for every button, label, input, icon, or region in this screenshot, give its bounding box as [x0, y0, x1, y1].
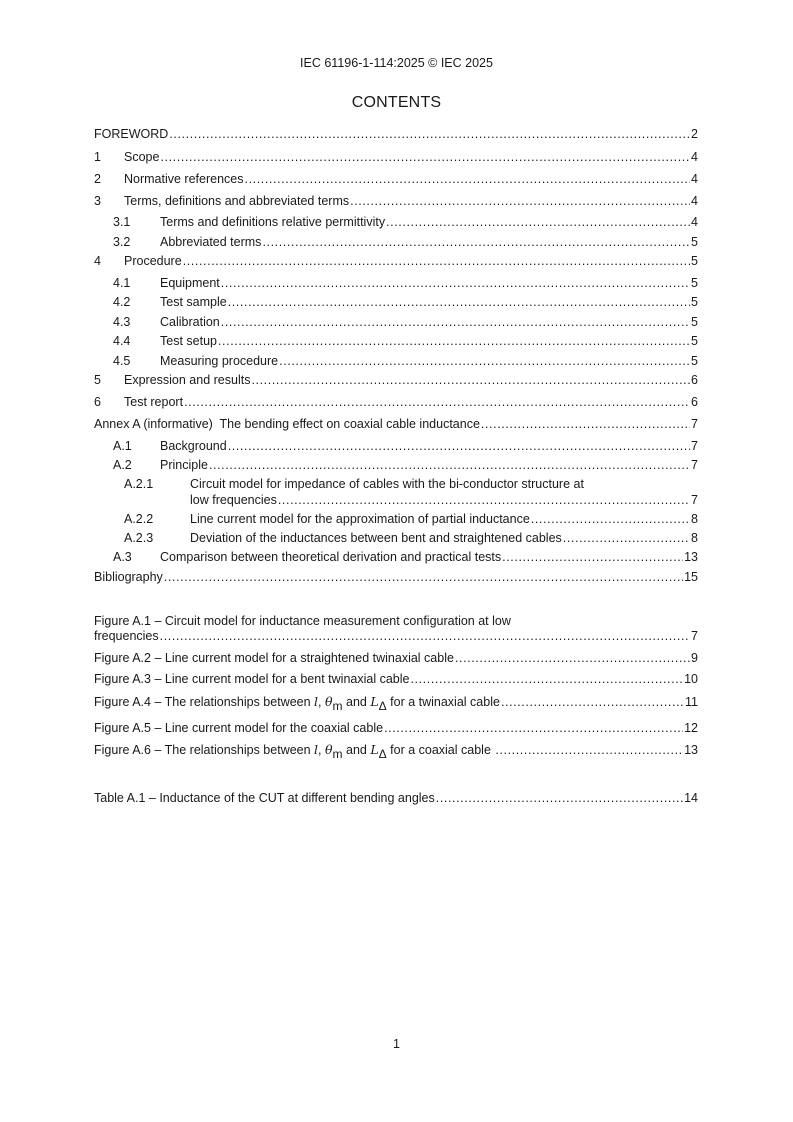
toc-label: Equipment [160, 276, 220, 290]
figure-page: 11 [685, 695, 698, 709]
toc-page: 5 [691, 334, 698, 348]
toc-page: 15 [684, 570, 698, 584]
figure-label-text: for a twinaxial cable [386, 695, 500, 709]
toc-page: 5 [691, 276, 698, 290]
dot-leader [436, 790, 683, 806]
toc-number: 4.1 [113, 276, 131, 290]
figure-label-text: for a coaxial cable [386, 743, 495, 757]
page-number: 1 [393, 1037, 400, 1051]
toc-item-a-3[interactable] [94, 549, 698, 565]
toc-label: Procedure [124, 254, 182, 268]
table-item-a-1[interactable] [94, 790, 698, 806]
subscript-m: m [332, 747, 343, 758]
table-page: 14 [684, 791, 698, 805]
toc-label: Deviation of the inductances between bent and straightened cables [190, 531, 562, 545]
toc-number: 4.2 [113, 295, 131, 309]
dot-leader [481, 416, 690, 432]
toc-label: low frequencies [190, 493, 277, 507]
figure-label: Figure A.3 – Line current model for a bent twinaxial cable [94, 672, 410, 686]
toc-item-annex-a[interactable] [94, 416, 698, 432]
dot-leader [502, 549, 683, 565]
figure-page: 9 [691, 651, 698, 665]
figure-item-a-5[interactable] [94, 720, 698, 736]
dot-leader [251, 372, 690, 388]
toc-label: Abbreviated terms [160, 235, 262, 249]
toc-label: Terms and definitions relative permittivity [160, 215, 386, 229]
toc-page: 7 [691, 458, 698, 472]
dot-leader [279, 353, 690, 369]
dot-leader [164, 569, 683, 585]
toc-label: Line current model for the approximation of partial inductance [190, 512, 530, 526]
dot-leader [228, 438, 690, 454]
toc-page: 7 [691, 493, 698, 507]
toc-item-4-3[interactable] [94, 314, 698, 330]
figure-label-text: Figure A.4 – The relationships between [94, 695, 315, 709]
toc-item-4-4[interactable] [94, 333, 698, 349]
toc-number: 3.2 [113, 235, 131, 249]
dot-leader [218, 333, 690, 349]
figure-label-text: Figure A.6 – The relationships between [94, 743, 315, 757]
figure-label-line1[interactable]: Figure A.1 – Circuit model for inductance measurement configuration at low [94, 614, 511, 628]
dot-leader [221, 275, 690, 291]
toc-item-scope[interactable] [94, 149, 698, 165]
toc-item-test-report[interactable] [94, 394, 698, 410]
toc-item-a-1[interactable] [94, 438, 698, 454]
toc-label: Expression and results [124, 373, 251, 387]
toc-label: Test sample [160, 295, 227, 309]
symbol-l: l [314, 742, 319, 757]
dot-leader [386, 214, 690, 230]
separator: and [342, 743, 371, 757]
toc-item-4-1[interactable] [94, 275, 698, 291]
page-title: CONTENTS [351, 94, 442, 111]
toc-number: 4 [94, 254, 101, 268]
toc-item-3-2[interactable] [94, 234, 698, 250]
toc-page: 5 [691, 354, 698, 368]
dot-leader [563, 530, 690, 546]
toc-label: Test report [124, 395, 184, 409]
dot-leader [350, 193, 690, 209]
figure-label [94, 742, 494, 758]
toc-number: 6 [94, 395, 101, 409]
toc-number: 3.1 [113, 215, 131, 229]
toc-page: 6 [691, 373, 698, 387]
toc-page: 4 [691, 150, 698, 164]
toc-item-bibliography[interactable] [94, 569, 698, 585]
dot-leader [501, 694, 684, 710]
dot-leader [410, 671, 683, 687]
dot-leader [209, 457, 690, 473]
toc-number: 2 [94, 172, 101, 186]
toc-item-a-2-3[interactable] [94, 530, 698, 546]
toc-number: A.3 [113, 550, 132, 564]
dot-leader [495, 742, 683, 758]
figure-item-a-4[interactable] [94, 694, 698, 710]
toc-page: 4 [691, 215, 698, 229]
toc-page: 2 [691, 127, 698, 141]
toc-label: Comparison between theoretical derivation and practical tests [160, 550, 502, 564]
table-label: Table A.1 – Inductance of the CUT at different bending angles [94, 791, 435, 805]
toc-label: Bibliography [94, 570, 163, 584]
toc-item-normative-references[interactable] [94, 171, 698, 187]
toc-number: 4.5 [113, 354, 131, 368]
toc-number: 4.3 [113, 315, 131, 329]
subscript-m: m [332, 699, 343, 710]
separator: and [342, 695, 371, 709]
toc-label-line1[interactable]: Circuit model for impedance of cables with the bi-conductor structure at [190, 477, 584, 491]
toc-number: 1 [94, 150, 101, 164]
figure-label [94, 694, 500, 710]
figure-label: Figure A.5 – Line current model for the coaxial cable [94, 721, 384, 735]
figure-item-a-2[interactable] [94, 650, 698, 666]
document-header: IEC 61196-1-114:2025 © IEC 2025 [300, 56, 493, 70]
toc-label: FOREWORD [94, 127, 169, 141]
dot-leader [169, 126, 690, 142]
dot-leader [160, 628, 690, 644]
dot-leader [245, 171, 691, 187]
toc-label: Annex A (informative) The bending effect on coaxial cable inductance [94, 417, 480, 431]
toc-label: Test setup [160, 334, 217, 348]
subscript-delta: Δ [378, 747, 387, 758]
toc-item-4-2[interactable] [94, 294, 698, 310]
toc-label: Calibration [160, 315, 220, 329]
dot-leader [278, 492, 690, 508]
toc-item-4-5[interactable] [94, 353, 698, 369]
separator: , [318, 695, 325, 709]
dot-leader [455, 650, 690, 666]
toc-item-expression-results[interactable] [94, 372, 698, 388]
symbol-theta: θ [325, 694, 333, 709]
toc-label: Normative references [124, 172, 244, 186]
figure-page: 7 [691, 629, 698, 643]
toc-item-terms[interactable] [94, 193, 698, 209]
toc-label: Principle [160, 458, 208, 472]
dot-leader [228, 294, 690, 310]
symbol-L: L [370, 742, 379, 757]
toc-item-3-1[interactable] [94, 214, 698, 230]
figure-page: 12 [684, 721, 698, 735]
dot-leader [183, 253, 690, 269]
dot-leader [384, 720, 683, 736]
toc-label: Scope [124, 150, 160, 164]
toc-number: A.2.3 [124, 531, 154, 545]
toc-page: 8 [691, 512, 698, 526]
toc-number: A.2.1 [124, 477, 154, 491]
toc-number: A.2 [113, 458, 132, 472]
toc-page: 13 [684, 550, 698, 564]
figure-label: Figure A.2 – Line current model for a straightened twinaxial cable [94, 651, 454, 665]
dot-leader [531, 511, 690, 527]
toc-item-a-2[interactable] [94, 457, 698, 473]
dot-leader [221, 314, 690, 330]
symbol-l: l [314, 694, 319, 709]
toc-page: 5 [691, 315, 698, 329]
toc-number: 4.4 [113, 334, 131, 348]
dot-leader [160, 149, 690, 165]
symbol-L: L [370, 694, 379, 709]
toc-page: 5 [691, 254, 698, 268]
toc-label: Terms, definitions and abbreviated terms [124, 194, 350, 208]
toc-item-procedure[interactable] [94, 253, 698, 269]
figure-item-a-1[interactable] [94, 628, 698, 644]
toc-number: 5 [94, 373, 101, 387]
toc-page: 6 [691, 395, 698, 409]
toc-item-a-2-1[interactable] [94, 492, 698, 508]
figure-item-a-3[interactable] [94, 671, 698, 687]
figure-label: frequencies [94, 629, 159, 643]
toc-page: 8 [691, 531, 698, 545]
toc-number: A.2.2 [124, 512, 154, 526]
toc-item-foreword[interactable] [94, 126, 698, 142]
toc-page: 4 [691, 172, 698, 186]
toc-page: 5 [691, 235, 698, 249]
toc-page: 7 [691, 417, 698, 431]
figure-page: 10 [684, 672, 698, 686]
figure-item-a-6[interactable] [94, 742, 698, 758]
toc-number: 3 [94, 194, 101, 208]
toc-page: 7 [691, 439, 698, 453]
dot-leader [184, 394, 690, 410]
toc-label: Measuring procedure [160, 354, 279, 368]
dot-leader [262, 234, 690, 250]
separator: , [318, 743, 325, 757]
toc-page: 5 [691, 295, 698, 309]
toc-item-a-2-2[interactable] [94, 511, 698, 527]
toc-page: 4 [691, 194, 698, 208]
subscript-delta: Δ [378, 699, 387, 710]
figure-page: 13 [684, 743, 698, 757]
toc-number: A.1 [113, 439, 132, 453]
toc-label: Background [160, 439, 227, 453]
symbol-theta: θ [325, 742, 333, 757]
